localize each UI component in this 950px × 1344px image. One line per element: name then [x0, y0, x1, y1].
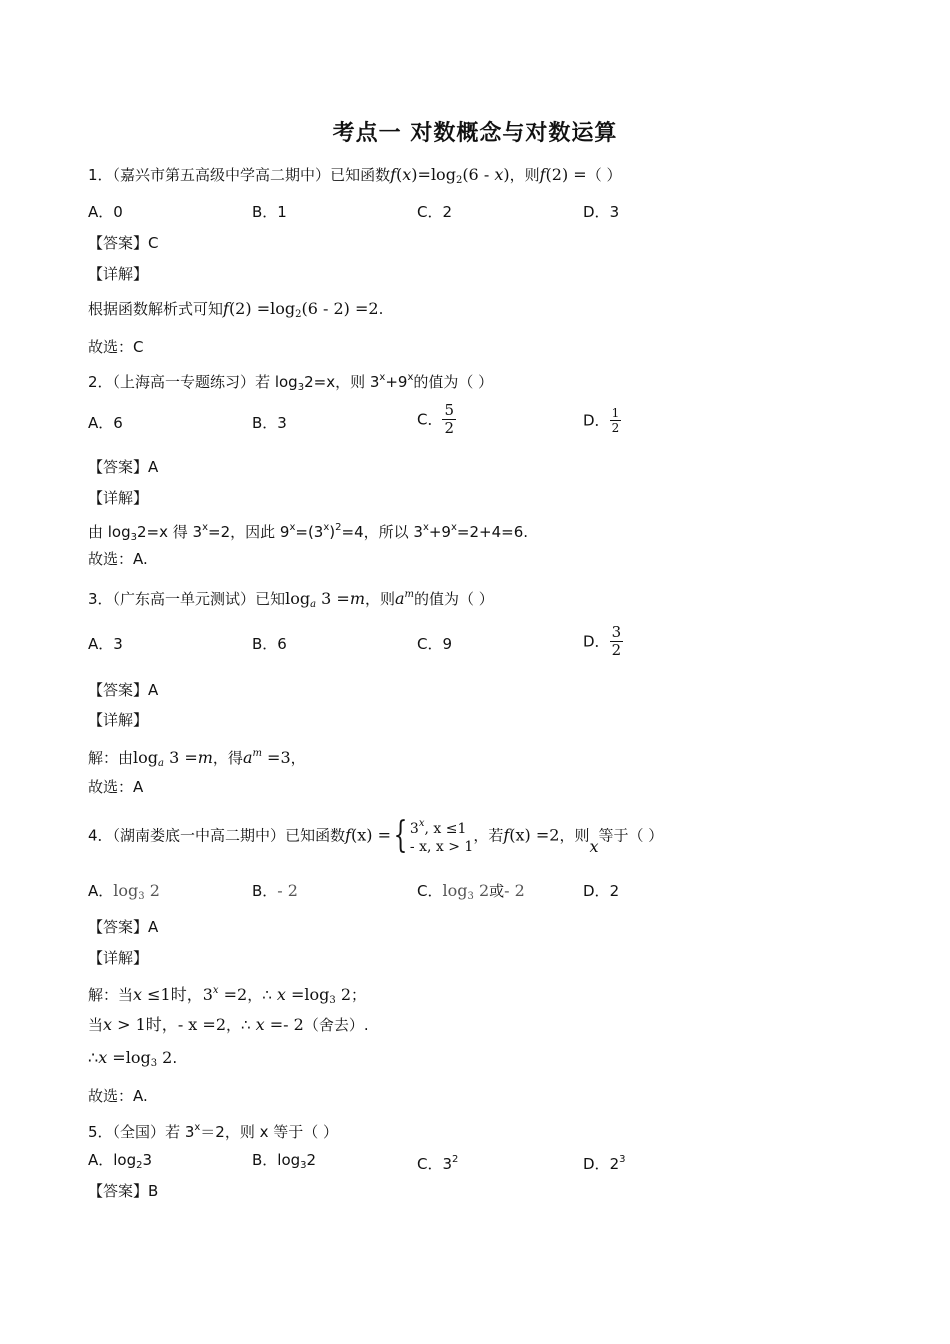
answer-label: 【答案】: [88, 458, 149, 476]
math-base: 3: [150, 1058, 158, 1069]
fraction: [610, 624, 624, 659]
math-sup: x: [289, 522, 296, 533]
question-source: （湖南娄底一中高二期中）: [112, 826, 286, 845]
option-c: [417, 201, 452, 223]
math-var: x: [494, 165, 504, 184]
option-value: 1: [277, 203, 287, 221]
option-value: - 2: [277, 881, 298, 900]
math-func: f: [539, 165, 546, 184]
math-sup: x: [450, 522, 457, 533]
option-label: B．: [252, 635, 278, 653]
option-b: [252, 412, 287, 434]
detail-text: =2+4=6.: [456, 523, 529, 541]
math-log: log: [285, 589, 311, 608]
fraction-denominator: 2: [611, 641, 622, 659]
detail-text: （舍去）.: [303, 1016, 369, 1034]
math-var: x: [133, 985, 143, 1004]
math-expr: > 1时，: [112, 1015, 178, 1034]
detail-text: 解：由: [88, 749, 134, 767]
math-expr: =log: [285, 985, 330, 1004]
answer-label: 【答案】: [88, 1182, 149, 1200]
option-label: C．: [417, 882, 443, 900]
question-text: ，则: [509, 166, 540, 184]
question-source: （上海高一专题练习）: [112, 373, 256, 391]
question-number: 3．: [88, 590, 113, 608]
option-b: [252, 880, 298, 902]
option-a: [88, 1149, 152, 1177]
question-text: ，若: [473, 826, 504, 845]
option-a: [88, 633, 123, 655]
math-sup: x: [212, 985, 219, 996]
option-b: [252, 201, 287, 223]
option-label: B．: [252, 414, 278, 432]
case-text: 3: [409, 821, 419, 837]
math-func: f: [503, 825, 510, 845]
option-c: [417, 402, 456, 437]
detail-text: .: [378, 300, 384, 318]
case-1: [410, 815, 473, 838]
option-value: 2: [609, 1155, 620, 1173]
math-var: x: [589, 837, 599, 856]
question-text: 已知函数: [285, 826, 346, 845]
math-sup: x: [202, 522, 209, 533]
detail-label: 【详解】: [88, 489, 149, 507]
math-expr: =log: [107, 1048, 151, 1067]
detail-line: [88, 743, 306, 775]
option-label: B．: [252, 203, 278, 221]
math-expr: (x) =2: [509, 825, 560, 845]
question-number: 4．: [88, 826, 113, 845]
detail-text: 根据函数解析式可知: [88, 300, 224, 318]
math-base: 2: [455, 175, 463, 186]
answer-label: 【答案】: [88, 234, 149, 252]
math-sup: x: [407, 372, 414, 383]
option-label: A．: [88, 882, 114, 900]
detail-line: [88, 517, 528, 549]
math-base: a: [158, 758, 164, 769]
answer-value: A: [148, 918, 159, 936]
detail-text: =2，因此 9: [208, 523, 290, 541]
question-source: （全国）: [112, 1123, 166, 1141]
conclusion: 故选：C: [88, 338, 144, 356]
option-label: A．: [88, 1151, 114, 1169]
option-c: [417, 880, 525, 908]
math-sup: m: [252, 748, 262, 759]
detail-line: [88, 298, 383, 326]
detail-text: 当: [88, 1016, 104, 1034]
fraction-numerator: 3: [611, 623, 622, 641]
question-text: 等于（ ）: [598, 826, 664, 845]
math-val: 3: [202, 985, 213, 1004]
detail-line: [88, 1047, 177, 1075]
math-val: 2: [335, 985, 352, 1004]
conclusion: 故选：A.: [88, 550, 148, 568]
answer-blank: （ ）: [586, 166, 622, 184]
question-text: ，则: [364, 590, 395, 608]
detail-text: ∴: [88, 1048, 99, 1067]
option-value: 3: [113, 635, 123, 653]
detail-label: 【详解】: [88, 711, 149, 729]
math-val: 2: [157, 1048, 173, 1067]
piecewise-cases: [410, 815, 473, 856]
option-d: [583, 201, 619, 223]
math-sup: 3: [619, 1154, 626, 1165]
option-d: [583, 1149, 625, 1175]
math-sup: m: [404, 589, 415, 600]
math-sup: x: [418, 818, 425, 829]
fraction-denominator: 2: [611, 421, 620, 435]
math-base: 3: [297, 382, 305, 393]
detail-text: =4，所以 3: [341, 523, 423, 541]
option-value: 3: [277, 414, 287, 432]
option-d: [583, 406, 621, 435]
option-value: 2: [306, 1151, 317, 1169]
question-text: 已知: [255, 590, 286, 608]
math-expr: ≤1时，: [142, 985, 203, 1004]
question-text: 2=x，则 3: [304, 373, 380, 391]
option-value: 6: [113, 414, 123, 432]
math-expr: =2: [218, 985, 248, 1004]
left-brace: {: [393, 814, 408, 856]
detail-text: ，得: [212, 749, 243, 767]
math-base: a: [310, 599, 317, 610]
option-b: [252, 1149, 316, 1177]
math-expr: 3 =: [316, 589, 350, 608]
conclusion: 故选：A.: [88, 1087, 148, 1105]
question-source: （嘉兴市第五高级中学高二期中）: [112, 166, 331, 184]
detail-text: 由 log: [88, 523, 131, 541]
math-log: log: [113, 881, 139, 900]
fraction-numerator: 5: [444, 401, 455, 419]
answer-value: A: [148, 681, 159, 699]
math-base: 3: [300, 1160, 307, 1171]
answer-label: 【答案】: [88, 681, 149, 699]
question-number: 5．: [88, 1123, 113, 1141]
math-sup: x: [379, 372, 386, 383]
question-number: 1．: [88, 166, 113, 184]
detail-label: 【详解】: [88, 949, 149, 967]
detail-text: ): [329, 523, 336, 541]
page-title: 考点一 对数概念与对数运算: [332, 121, 618, 146]
case-2: - x, x > 1: [409, 839, 474, 855]
option-or: 或: [489, 882, 505, 900]
option-c: [417, 1149, 458, 1175]
math-base: 3: [130, 532, 138, 543]
question-text: 若 log: [255, 373, 298, 391]
math-sup: x: [194, 1122, 201, 1133]
math-expr: (6 - 2) =2: [301, 299, 379, 318]
option-value: 2: [609, 882, 620, 900]
math-eq: =log: [417, 165, 456, 184]
fraction-denominator: 2: [444, 419, 455, 437]
math-arg: (2) =: [545, 165, 587, 184]
option-label: C．: [417, 410, 443, 429]
question-text: +9: [385, 373, 408, 391]
detail-text: ，∴: [226, 1016, 251, 1034]
math-sup: 2: [452, 1154, 459, 1165]
detail-line: [88, 1014, 369, 1036]
math-var: m: [349, 589, 365, 608]
option-d: [583, 624, 623, 659]
math-expr: (2) =log: [228, 299, 296, 318]
question-text: ，则: [559, 826, 590, 845]
question-number: 2．: [88, 373, 113, 391]
option-value: 3: [442, 1155, 453, 1173]
fraction: [442, 402, 456, 437]
answer-line: [88, 679, 158, 701]
answer-line: [88, 456, 158, 478]
math-var: m: [197, 748, 213, 767]
math-val: 2: [144, 881, 160, 900]
option-label: B．: [252, 1151, 278, 1169]
math-var: x: [103, 1015, 113, 1034]
option-value: 3: [142, 1151, 153, 1169]
answer-line: [88, 916, 158, 938]
math-expr: =3: [261, 748, 291, 767]
option-label: C．: [417, 1155, 443, 1173]
detail-text: ，: [290, 749, 306, 767]
detail-text: +9: [428, 523, 451, 541]
option-value: 3: [609, 203, 620, 221]
question-text: 的值为（ ）: [413, 373, 494, 391]
math-func: f: [390, 165, 396, 184]
option-a: [88, 412, 123, 434]
option-label: D．: [583, 632, 610, 651]
fraction: [610, 406, 622, 435]
option-value: 9: [442, 635, 453, 653]
option-value: 6: [277, 635, 287, 653]
option-label: D．: [583, 203, 610, 221]
question-5: [88, 1117, 338, 1143]
math-base: 3: [329, 995, 336, 1006]
option-d: [583, 880, 619, 902]
option-c: [417, 633, 452, 655]
option-label: C．: [417, 635, 443, 653]
math-arg: ): [503, 165, 510, 184]
math-var: x: [98, 1048, 108, 1067]
detail-text: ，∴: [247, 986, 272, 1004]
option-value: 0: [113, 203, 123, 221]
fraction-numerator: 1: [611, 406, 620, 420]
answer-line: [88, 232, 159, 254]
question-4: [88, 815, 663, 858]
option-value: log: [113, 1151, 137, 1169]
question-source: （广东高一单元测试）: [112, 590, 256, 608]
option-label: A．: [88, 414, 114, 432]
math-val: 2: [473, 881, 490, 900]
math-sup: 2: [335, 522, 342, 533]
math-var: x: [271, 985, 286, 1004]
detail-text: =(3: [295, 523, 324, 541]
math-func: f: [223, 299, 229, 318]
question-text: 已知函数: [330, 166, 391, 184]
question-2: [88, 367, 493, 399]
option-label: D．: [583, 411, 610, 430]
math-paren: ): [411, 165, 418, 184]
option-label: B．: [252, 882, 278, 900]
question-text: ＝2，则 x 等于（ ）: [200, 1123, 339, 1141]
question-text: 若 3: [165, 1123, 195, 1141]
question-1: [88, 164, 621, 192]
detail-line: [88, 980, 366, 1012]
math-var: x: [250, 1015, 265, 1034]
math-arg: (6 -: [462, 165, 495, 184]
option-a: [88, 201, 123, 223]
answer-value: C: [148, 234, 159, 252]
answer-label: 【答案】: [88, 918, 149, 936]
case-text: , x ≤1: [424, 821, 467, 837]
detail-text: .: [172, 1049, 178, 1067]
detail-label: 【详解】: [88, 265, 149, 283]
option-label: D．: [583, 1155, 610, 1173]
math-expr: - x =2: [177, 1015, 226, 1034]
math-var: a: [242, 748, 253, 767]
conclusion: 故选：A: [88, 778, 144, 796]
math-sup: x: [323, 522, 330, 533]
math-base: 2: [136, 1160, 143, 1171]
math-base: 2: [295, 309, 302, 320]
option-label: D．: [583, 882, 610, 900]
math-base: 3: [138, 891, 145, 902]
option-value: log: [277, 1151, 301, 1169]
math-func: f: [345, 825, 351, 845]
option-label: C．: [417, 203, 443, 221]
question-3: [88, 584, 494, 616]
math-expr: 3 =: [163, 748, 198, 767]
answer-value: A: [148, 458, 159, 476]
answer-value: B: [148, 1182, 159, 1200]
math-sup: x: [422, 522, 429, 533]
option-label: A．: [88, 635, 114, 653]
math-log: log: [133, 748, 159, 767]
math-var: a: [395, 589, 405, 608]
option-label: A．: [88, 203, 114, 221]
question-text: 的值为（ ）: [414, 590, 494, 608]
answer-line: [88, 1180, 158, 1202]
math-val: - 2: [504, 881, 525, 900]
option-a: [88, 880, 160, 908]
math-base: 3: [467, 891, 474, 902]
math-expr: (x) =: [351, 825, 391, 845]
math-paren: (: [396, 165, 403, 184]
detail-text: 解：当: [88, 986, 134, 1004]
option-value: 2: [442, 203, 453, 221]
math-log: log: [442, 881, 468, 900]
math-var: x: [402, 165, 412, 184]
math-expr: =- 2: [264, 1015, 304, 1034]
detail-text: 2=x 得 3: [137, 523, 203, 541]
detail-text: ；: [351, 986, 367, 1004]
option-b: [252, 633, 287, 655]
